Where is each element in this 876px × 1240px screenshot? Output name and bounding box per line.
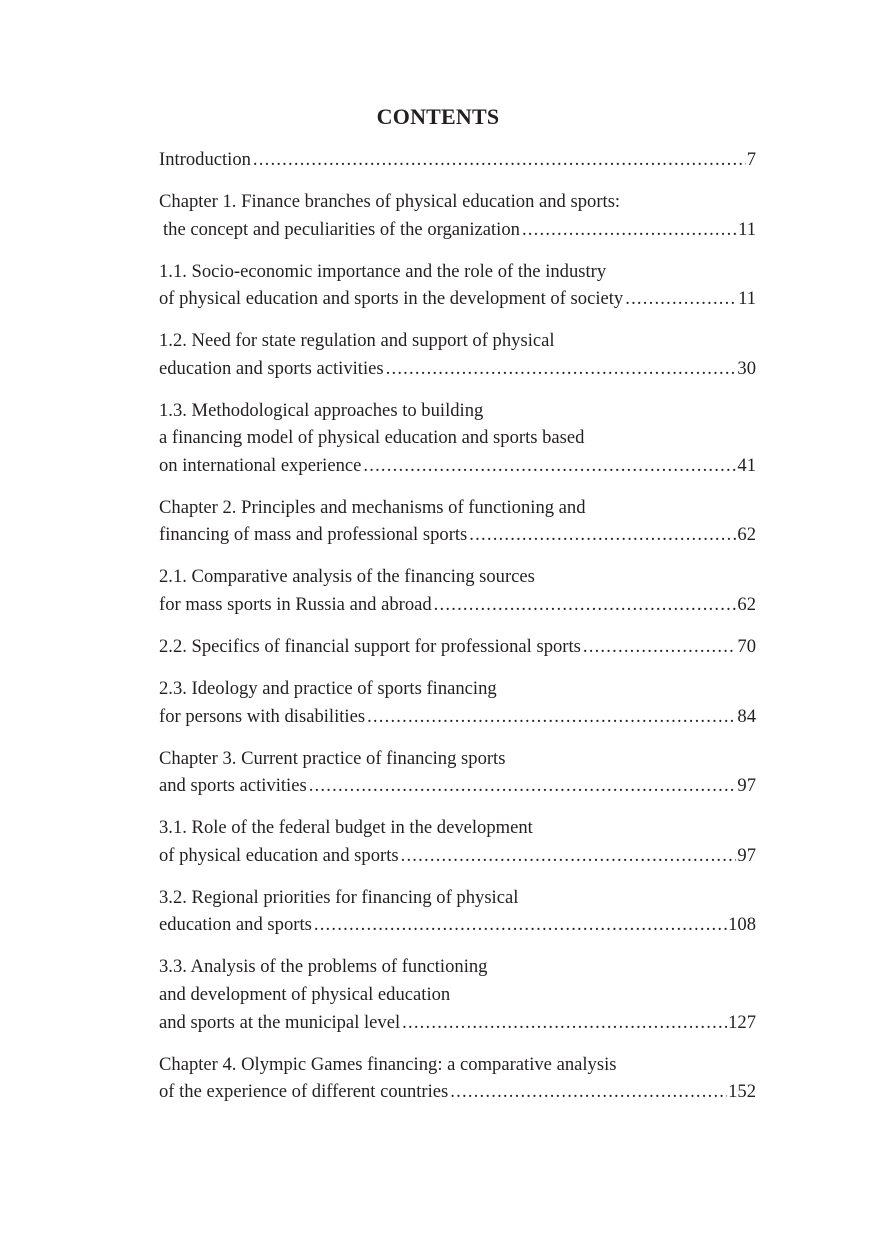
page-number: 11 bbox=[738, 288, 756, 310]
toc-entry-line: financing of mass and professional sports bbox=[159, 524, 468, 546]
toc-entry-line: on international experience bbox=[159, 454, 362, 476]
toc-entry-last-line bbox=[159, 772, 756, 800]
dot-leader bbox=[625, 285, 737, 313]
toc-entry-last-line bbox=[159, 591, 756, 619]
toc-entry-last-line bbox=[159, 911, 756, 939]
page-number: 97 bbox=[737, 775, 756, 797]
toc-entry-line: of physical education and sports in the development of society bbox=[159, 288, 624, 310]
dot-leader bbox=[469, 521, 736, 549]
toc-entry-line: 2.3. Ideology and practice of sports financing bbox=[159, 678, 497, 700]
dot-leader bbox=[386, 355, 737, 383]
toc-entry-last-line bbox=[159, 355, 756, 383]
toc-entry-last-line bbox=[159, 216, 756, 244]
toc-entry[interactable] bbox=[159, 1051, 756, 1106]
toc-entry[interactable] bbox=[159, 146, 756, 174]
toc-entry-line: and development of physical education bbox=[159, 983, 451, 1005]
toc-entry[interactable] bbox=[159, 675, 756, 730]
toc-entry-line: 3.3. Analysis of the problems of functioning bbox=[159, 956, 488, 978]
toc-entry-line: 2.2. Specifics of financial support for professional sports bbox=[159, 636, 581, 658]
toc-entry-last-line bbox=[159, 521, 756, 549]
toc-entry-line: Introduction bbox=[159, 149, 251, 170]
toc-entry-last-line bbox=[159, 146, 756, 174]
page-title: CONTENTS bbox=[376, 104, 500, 129]
toc-entry-line: 2.1. Comparative analysis of the financing sources bbox=[159, 566, 535, 588]
toc-entry[interactable] bbox=[159, 327, 756, 382]
toc-entry[interactable] bbox=[159, 563, 756, 618]
toc-entry[interactable] bbox=[159, 494, 756, 549]
toc-entry-line: 1.2. Need for state regulation and support of physical bbox=[159, 330, 555, 352]
page-number: 41 bbox=[737, 454, 756, 476]
page-number: 62 bbox=[737, 594, 756, 616]
toc-entry-line: for persons with disabilities bbox=[159, 705, 366, 727]
page-number: 127 bbox=[728, 1011, 756, 1033]
toc-entry-line: Chapter 4. Olympic Games financing: a comparative analysis bbox=[159, 1053, 617, 1075]
toc-entry-last-line bbox=[159, 842, 756, 870]
toc-entry-line: 1.1. Socio-economic importance and the role of the industry bbox=[159, 260, 607, 282]
toc-entry-line: and sports activities bbox=[159, 775, 307, 797]
table-of-contents bbox=[159, 146, 756, 1120]
toc-entry[interactable] bbox=[159, 745, 756, 800]
toc-entry-line: 1.3. Methodological approaches to building bbox=[159, 399, 484, 421]
toc-entry-last-line bbox=[159, 1078, 756, 1106]
toc-entry-last-line bbox=[159, 633, 756, 661]
toc-entry-line: a financing model of physical education and sports based bbox=[159, 427, 585, 449]
dot-leader bbox=[434, 591, 737, 619]
toc-entry-line: for mass sports in Russia and abroad bbox=[159, 594, 432, 616]
page-number: 30 bbox=[737, 357, 756, 379]
page-number: 84 bbox=[737, 705, 756, 727]
toc-entry-line: and sports at the municipal level bbox=[159, 1011, 401, 1033]
dot-leader bbox=[367, 703, 736, 731]
toc-entry-last-line bbox=[159, 703, 756, 731]
dot-leader bbox=[522, 216, 737, 244]
toc-entry[interactable] bbox=[159, 188, 756, 243]
toc-entry-line: education and sports activities bbox=[159, 357, 384, 379]
toc-entry[interactable] bbox=[159, 258, 756, 313]
page-number: 11 bbox=[738, 218, 756, 240]
dot-leader bbox=[363, 452, 736, 480]
dot-leader bbox=[450, 1078, 727, 1106]
toc-entry-last-line bbox=[159, 452, 756, 480]
toc-entry[interactable] bbox=[159, 814, 756, 869]
toc-entry-line: the concept and peculiarities of the organization bbox=[163, 218, 520, 240]
page-number: 152 bbox=[728, 1081, 756, 1103]
toc-entry-line: 3.2. Regional priorities for financing of physical bbox=[159, 886, 519, 908]
toc-entry-line: Chapter 3. Current practice of financing sports bbox=[159, 747, 506, 769]
page-number: 7 bbox=[746, 149, 756, 170]
toc-entry-line: education and sports bbox=[159, 914, 312, 936]
page-number: 97 bbox=[737, 844, 756, 866]
dot-leader bbox=[314, 911, 727, 939]
toc-entry-line: 3.1. Role of the federal budget in the development bbox=[159, 817, 533, 839]
dot-leader bbox=[583, 633, 737, 661]
toc-entry[interactable] bbox=[159, 397, 756, 480]
page-number: 62 bbox=[737, 524, 756, 546]
toc-entry-line: Chapter 1. Finance branches of physical education and sports: bbox=[159, 190, 621, 212]
dot-leader bbox=[253, 146, 746, 174]
dot-leader bbox=[401, 842, 737, 870]
toc-entry-line: Chapter 2. Principles and mechanisms of functioning and bbox=[159, 496, 586, 518]
page-number: 70 bbox=[737, 636, 756, 658]
dot-leader bbox=[402, 1009, 727, 1037]
toc-entry-last-line bbox=[159, 1009, 756, 1037]
page-number: 108 bbox=[728, 914, 756, 936]
dot-leader bbox=[309, 772, 737, 800]
toc-entry-last-line bbox=[159, 285, 756, 313]
toc-entry[interactable] bbox=[159, 884, 756, 939]
toc-entry-line: of physical education and sports bbox=[159, 844, 399, 866]
toc-entry[interactable] bbox=[159, 633, 756, 661]
toc-entry[interactable] bbox=[159, 953, 756, 1036]
toc-entry-line: of the experience of different countries bbox=[159, 1081, 449, 1103]
